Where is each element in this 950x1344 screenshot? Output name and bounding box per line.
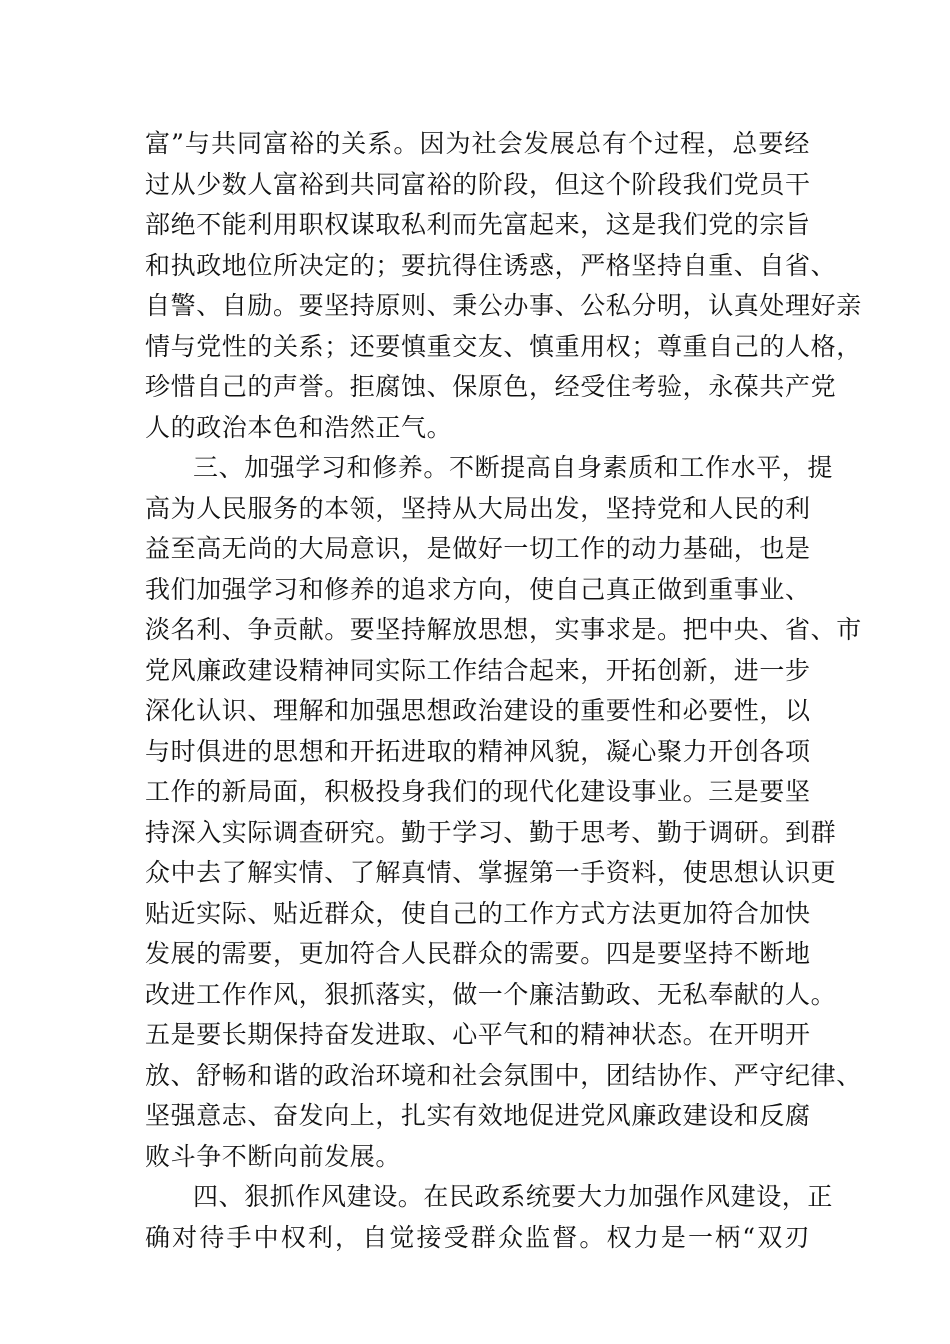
- text-line: 淡名利、争贡献。要坚持解放思想，实事求是。把中央、省、市: [145, 615, 862, 644]
- text-line: 情与党性的关系；还要慎重交友、慎重用权；尊重自己的人格，: [145, 331, 862, 361]
- text-line: 部绝不能利用职权谋取私利而先富起来，这是我们党的宗旨: [145, 210, 811, 239]
- text-line: 改进工作作风，狠抓落实，做一个廉洁勤政、无私奉献的人。: [145, 979, 837, 1009]
- text-line: 党风廉政建设精神同实际工作结合起来，开拓创新，进一步: [145, 655, 811, 685]
- document-body: [145, 124, 862, 1258]
- text-line: 珍惜自己的声誉。拒腐蚀、保原色，经受住考验，永葆共产党: [145, 372, 837, 401]
- text-line: 五是要长期保持奋发进取、心平气和的精神状态。在开明开: [145, 1020, 811, 1049]
- text-line: 我们加强学习和修养的追求方向，使自己真正做到重事业、: [145, 574, 811, 604]
- text-line: 人的政治本色和浩然正气。: [145, 412, 453, 442]
- text-line: 高为人民服务的本领，坚持从大局出发，坚持党和人民的利: [145, 493, 811, 523]
- text-line: 众中去了解实情、了解真情、掌握第一手资料，使思想认识更: [145, 858, 837, 887]
- text-line: 三、加强学习和修养。不断提高自身素质和工作水平，提: [193, 453, 834, 482]
- text-line: 贴近实际、贴近群众，使自己的工作方式方法更加符合加快: [145, 898, 811, 928]
- text-line: 过从少数人富裕到共同富裕的阶段，但这个阶段我们党员干: [145, 169, 811, 199]
- text-line: 富”与共同富裕的关系。因为社会发展总有个过程，总要经: [145, 129, 810, 158]
- text-line: 确对待手中权利，自觉接受群众监督。权力是一柄“双刃: [145, 1222, 810, 1252]
- text-line: 和执政地位所决定的；要抗得住诱惑，严格坚持自重、自省、: [145, 250, 837, 280]
- text-line: 坚强意志、奋发向上，扎实有效地促进党风廉政建设和反腐: [145, 1101, 811, 1130]
- text-line: 益至高无尚的大局意识，是做好一切工作的动力基础，也是: [145, 534, 811, 563]
- text-line: 持深入实际调查研究。勤于学习、勤于思考、勤于调研。到群: [145, 817, 837, 847]
- text-line: 工作的新局面，积极投身我们的现代化建设事业。三是要坚: [145, 777, 811, 806]
- text-line: 放、舒畅和谐的政治环境和社会氛围中，团结协作、严守纪律、: [145, 1060, 862, 1090]
- text-line: 与时俱进的思想和开拓进取的精神风貌，凝心聚力开创各项: [145, 736, 811, 766]
- text-line: 败斗争不断向前发展。: [145, 1141, 402, 1171]
- text-line: 自警、自励。要坚持原则、秉公办事、公私分明，认真处理好亲: [145, 291, 862, 320]
- text-line: 发展的需要，更加符合人民群众的需要。四是要坚持不断地: [145, 939, 811, 968]
- text-line: 深化认识、理解和加强思想政治建设的重要性和必要性，以: [145, 696, 811, 725]
- text-line: 四、狠抓作风建设。在民政系统要大力加强作风建设，正: [193, 1182, 834, 1211]
